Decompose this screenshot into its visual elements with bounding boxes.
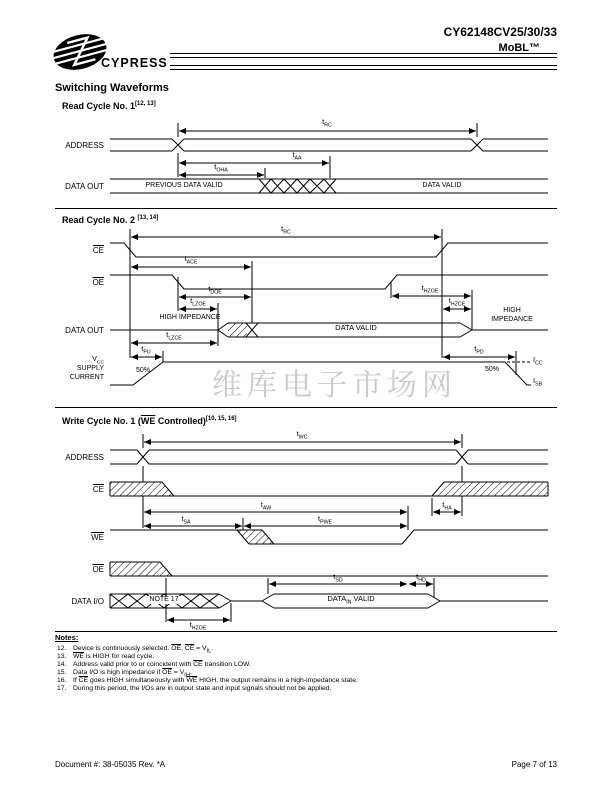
write-cycle-1-title-text: Write Cycle No. 1 ($\overline{WE}$ Controlled) <box>62 416 206 426</box>
we-waveform <box>110 530 548 544</box>
signal-label-supply: SUPPLY <box>76 365 104 372</box>
level-label-50-right: 50% <box>484 366 500 373</box>
timing-label-tpd: $t_{PD}$ <box>474 344 484 356</box>
timing-label-tlzce: $t_{LZCE}$ <box>166 330 182 342</box>
timing-label-thd: $t_{HD}$ <box>416 572 426 584</box>
signal-label-address: ADDRESS <box>65 453 104 462</box>
read-cycle-2-note-refs: [13, 14] <box>137 215 159 221</box>
region-data-in-valid: $DATA_{IN}$ VALID <box>327 594 375 606</box>
timing-label-tdoe: $t_{DOE}$ <box>208 284 222 296</box>
notes-heading: Notes: <box>55 633 79 642</box>
write-cycle-1-title <box>62 416 237 426</box>
ce-hatch-right <box>432 482 548 496</box>
region-high-impedance-right-line1: HIGH <box>503 307 521 314</box>
note-number: 17. <box>57 685 67 692</box>
signal-label-vcc: $V_{CC}$ <box>92 356 104 366</box>
level-label-50-left: 50% <box>135 367 151 374</box>
logo-wordmark: CYPRESS <box>101 56 168 70</box>
header-rule-top <box>170 53 557 58</box>
section-heading: Switching Waveforms <box>55 82 169 94</box>
note-item <box>57 677 358 684</box>
section-divider <box>55 407 557 408</box>
note-number: 16. <box>57 677 67 684</box>
region-note17: NOTE 17 <box>149 596 179 603</box>
timing-label-thzce: $t_{HZCE}$ <box>448 296 466 308</box>
region-high-impedance-left: HIGH IMPEDANCE <box>159 314 221 321</box>
address-waveform <box>110 450 548 464</box>
signal-label-data-out: DATA OUT <box>65 326 104 335</box>
note-item <box>57 661 251 668</box>
read-cycle-2-title-text: Read Cycle No. 2 <box>62 215 136 225</box>
signal-label-oe: $\overline{OE}$ <box>92 565 104 574</box>
signal-label-data-io: DATA I/O <box>71 597 104 606</box>
footer-document-number: Document #: 38-05035 Rev. *A <box>55 760 166 769</box>
read-cycle-2-title <box>62 215 158 225</box>
timing-label-thzoe: $t_{HZOE}$ <box>421 283 439 295</box>
region-previous-data-valid: PREVIOUS DATA VALID <box>145 182 223 189</box>
note-text: $\overline{WE}$ is HIGH for read cycle. <box>73 653 155 660</box>
signal-label-data-out: DATA OUT <box>65 182 104 191</box>
section-divider <box>55 631 557 632</box>
timing-label-toha: $t_{OHA}$ <box>214 162 228 174</box>
signal-label-oe: $\overline{OE}$ <box>92 278 104 287</box>
signal-label-current: CURRENT <box>69 374 104 381</box>
signal-label-we: $\overline{WE}$ <box>91 533 104 542</box>
timing-label-taa: $t_{AA}$ <box>292 150 302 162</box>
level-label-isb: $I_{SB}$ <box>533 376 543 388</box>
timing-label-thzoe: $t_{HZOE}$ <box>189 620 207 632</box>
read-cycle-1-title <box>62 101 156 111</box>
timing-label-tsa: $t_{SA}$ <box>181 514 191 526</box>
signal-label-address: ADDRESS <box>65 141 104 150</box>
timing-label-tpu: $t_{PU}$ <box>141 344 151 356</box>
note-text: If $\overline{CE}$ goes HIGH simultaneously with $\overline{WE}$ HIGH, the output remains in a high-impedance state. <box>73 677 358 684</box>
region-data-valid: DATA VALID <box>335 323 377 332</box>
note-text: During this period, the I/Os are in output state and input signals should not be applied. <box>73 685 332 692</box>
signal-label-ce: $\overline{CE}$ <box>92 485 104 494</box>
timing-label-tlzoe: $t_{LZOE}$ <box>190 296 206 308</box>
note-number: 13. <box>57 653 67 660</box>
timing-label-tha: $t_{HA}$ <box>442 500 452 512</box>
timing-label-tpwe: $t_{PWE}$ <box>317 514 333 526</box>
read-cycle-1-note-refs: [12, 13] <box>135 101 156 107</box>
ce-waveform <box>110 243 548 257</box>
section-divider <box>55 208 557 209</box>
note-item <box>57 685 331 692</box>
region-high-impedance-right-line2: IMPEDANCE <box>491 316 533 323</box>
part-number: CY62148CV25/30/33 <box>443 25 557 39</box>
signal-label-ce: $\overline{CE}$ <box>92 246 104 255</box>
header-rule-bottom <box>170 65 557 70</box>
write-cycle-1-note-refs: [10, 15, 16] <box>205 416 237 422</box>
address-waveform <box>110 139 548 151</box>
timing-label-tace: $t_{ACE}$ <box>184 254 198 266</box>
data-out-hatch <box>228 324 247 337</box>
note-number: 12. <box>57 645 67 652</box>
level-label-icc: $I_{CC}$ <box>533 355 543 367</box>
note-number: 14. <box>57 661 67 668</box>
read-cycle-1-title-text: Read Cycle No. 1 <box>62 101 136 111</box>
note-text: Address valid prior to or coincident with $\overline{CE}$ transition LOW. <box>73 661 251 668</box>
note-text: Device is continuously selected. $\overline{OE}$, $\overline{CE} = V_{IL}$. <box>73 645 214 655</box>
timing-label-trc: $t_{RC}$ <box>322 117 332 129</box>
oe-waveform <box>110 275 548 289</box>
note-number: 15. <box>57 669 67 676</box>
note-item <box>57 653 154 660</box>
oe-waveform <box>110 562 548 576</box>
timing-label-taw: $t_{AW}$ <box>260 500 272 512</box>
region-data-valid: DATA VALID <box>422 182 462 189</box>
family-name: MoBL™ <box>498 42 540 54</box>
timing-label-trc2: $t_{RC}$ <box>281 224 291 236</box>
timing-label-tsd: $t_{SD}$ <box>333 572 343 584</box>
footer-page-number: Page 7 of 13 <box>511 760 557 769</box>
watermark-text: 维库电子市场网 <box>212 368 457 403</box>
oe-hatch <box>110 562 172 576</box>
timing-label-twc: $t_{WC}$ <box>296 429 308 441</box>
note-text: Data I/O is high impedance if $\overline{OE} = V_{IH}$. <box>73 669 192 679</box>
